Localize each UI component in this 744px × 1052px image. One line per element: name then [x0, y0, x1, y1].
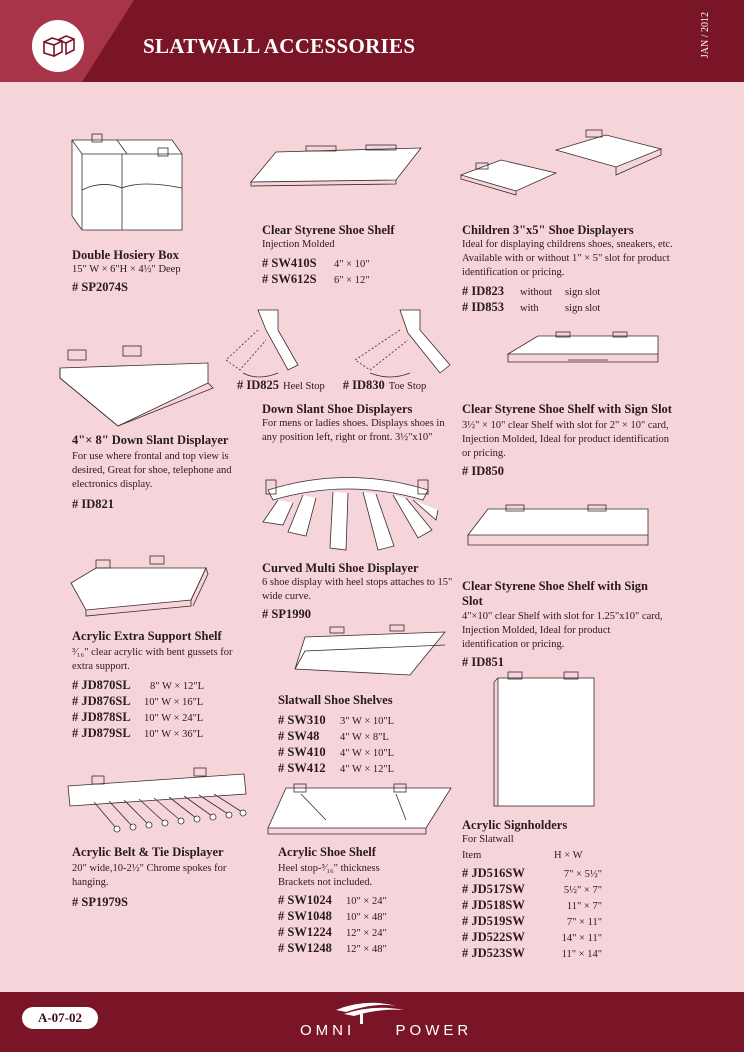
header-tab-slant — [82, 0, 134, 82]
product-desc: For Slatwall — [462, 834, 514, 845]
product-code: # ID823 — [462, 284, 505, 298]
product-code: # JD519SW — [462, 914, 525, 928]
product-variant: with — [520, 303, 539, 314]
product-code: # JD870SL — [72, 678, 131, 692]
heel-stop-image — [218, 305, 318, 380]
table-header-dim: H × W — [554, 850, 583, 861]
toe-stop-image — [340, 305, 455, 380]
brand-name — [300, 1022, 472, 1039]
product-variant-note: sign slot — [565, 287, 601, 298]
curved-multi-displayer-image — [258, 470, 438, 565]
product-variant-note: sign slot — [565, 303, 601, 314]
slatwall-icon — [32, 20, 84, 72]
product-code: # JD879SL — [72, 726, 131, 740]
product-desc: For use where frontal and top view is desired, Great for shoe, telephone and electronics display. — [72, 451, 232, 490]
product-dim: 6" × 12" — [334, 275, 370, 286]
product-code: # JD876SL — [72, 694, 131, 708]
product-title: Clear Styrene Shoe Shelf — [262, 223, 395, 237]
product-desc: Brackets not included. — [278, 877, 373, 888]
product-title: Acrylic Belt & Tie Displayer — [72, 845, 224, 859]
product-dim: 7" × 11" — [566, 917, 602, 928]
product-variant: without — [520, 287, 553, 298]
product-desc: ³⁄₁₆" clear acrylic with bent gussets for extra support. — [72, 647, 233, 672]
product-dim: 4" W × 10"L — [340, 748, 395, 759]
product-dim: 10" W × 36"L — [144, 729, 204, 740]
product-code: # SW612S — [262, 272, 317, 286]
product-code: # SW1048 — [278, 909, 332, 923]
product-dim: 10" × 48" — [346, 912, 387, 923]
product-dim: 12" × 24" — [346, 928, 387, 939]
product-code: # JD878SL — [72, 710, 131, 724]
down-slant-displayer-image — [58, 338, 218, 428]
product-title: Slatwall Shoe Shelves — [278, 693, 393, 707]
table-header-item: Item — [462, 850, 482, 861]
product-dim: 4" W × 8"L — [340, 732, 389, 743]
product-title: Double Hosiery Box — [72, 248, 179, 262]
product-code: # ID821 — [72, 497, 115, 511]
product-desc: 3½" × 10" clear Shelf with slot for 2" × 10" card, Injection Molded, Ideal for product identification or pricing. — [462, 420, 670, 459]
product-dim: 10" W × 16"L — [144, 697, 204, 708]
product-code: # SW310 — [278, 713, 326, 727]
product-code: # SP1979S — [72, 895, 128, 909]
product-desc: Ideal for displaying childrens shoes, sneakers, etc. Available with or without 1" × 5" slot for product identification or pricing. — [462, 239, 673, 278]
product-title: Acrylic Shoe Shelf — [278, 845, 376, 859]
sign-slot-shelf-image — [498, 332, 663, 377]
product-title: 4"× 8" Down Slant Displayer — [72, 433, 229, 447]
product-code: # ID850 — [462, 464, 505, 478]
product-label: Toe Stop — [388, 381, 427, 392]
product-code: # JD517SW — [462, 882, 525, 896]
shoe-shelf-image — [246, 140, 431, 190]
product-code: # SW1024 — [278, 893, 332, 907]
product-code: # SW48 — [278, 729, 320, 743]
product-desc: 15" W × 6"H × 4½" Deep — [72, 264, 181, 275]
product-dim: 7" × 5½" — [563, 869, 602, 880]
product-code: # JD516SW — [462, 866, 525, 880]
hosiery-box-image — [62, 130, 192, 240]
product-code: # JD518SW — [462, 898, 525, 912]
brand-name-left: OMNI — [300, 1022, 356, 1039]
slatwall-shoe-shelf-image — [290, 617, 455, 679]
product-title: Children 3"x5" Shoe Displayers — [462, 223, 634, 237]
page-title: SLATWALL ACCESSORIES — [143, 34, 416, 58]
extra-support-shelf-image — [66, 548, 216, 623]
product-title: Acrylic Signholders — [462, 818, 568, 832]
product-dim: 4" × 10" — [334, 259, 370, 270]
product-desc: Heel stop-³⁄₁₆" thickness — [278, 863, 380, 874]
product-dim: 14" × 11" — [561, 933, 602, 944]
product-title: Acrylic Extra Support Shelf — [72, 629, 222, 643]
brand-name-right: POWER — [395, 1022, 473, 1039]
product-dim: 10" W × 24"L — [144, 713, 204, 724]
product-code: # SW1224 — [278, 925, 332, 939]
product-code: # SW412 — [278, 761, 326, 775]
product-dim: 10" × 24" — [346, 896, 387, 907]
product-code: # SW410S — [262, 256, 317, 270]
product-title: Curved Multi Shoe Displayer — [262, 561, 419, 575]
sign-slot-shelf2-image — [458, 505, 658, 570]
product-desc: For mens or ladies shoes. Displays shoes in any position left, right or front. 3½"x10" — [262, 418, 445, 443]
product-desc: 6 shoe display with heel stops attaches to 15" wide curve. — [262, 577, 453, 602]
signholder-image — [484, 668, 599, 808]
section-logo — [32, 20, 84, 72]
product-dim: 12" × 48" — [346, 944, 387, 955]
product-code: # JD522SW — [462, 930, 525, 944]
children-displayer-image — [456, 125, 666, 200]
product-desc: 4"×10" clear Shelf with slot for 1.25"x10" card, Injection Molded, Ideal for product identification or pricing. — [462, 611, 663, 650]
page-number: A-07-02 — [22, 1007, 98, 1029]
product-code: # SP1990 — [262, 607, 311, 621]
belt-tie-displayer-image — [64, 762, 254, 842]
product-code: # SW1248 — [278, 941, 332, 955]
product-code: # SW410 — [278, 745, 326, 759]
omni-power-logo-icon — [296, 1000, 456, 1024]
product-dim: 8" W × 12"L — [150, 681, 205, 692]
product-code: # ID830 — [342, 378, 385, 392]
product-code: # ID851 — [462, 655, 505, 669]
acrylic-shoe-shelf-image — [266, 780, 456, 840]
product-dim: 5½" × 7" — [563, 885, 602, 896]
product-code: # ID853 — [462, 300, 505, 314]
product-label: Heel Stop — [283, 381, 325, 392]
product-code: # ID825 — [237, 378, 280, 392]
product-desc: 20" wide,10-2½" Chrome spokes for hanging. — [72, 863, 227, 888]
product-code: # JD523SW — [462, 946, 525, 960]
product-dim: 3" W × 10"L — [340, 716, 395, 727]
product-title: Down Slant Shoe Displayers — [262, 402, 413, 416]
product-dim: 11" × 14" — [561, 949, 602, 960]
product-dim: 11" × 7" — [566, 901, 602, 912]
product-desc: Injection Molded — [262, 239, 335, 250]
issue-date: JAN / 2012 — [700, 12, 711, 59]
product-title: Clear Styrene Shoe Shelf with Sign Slot — [462, 402, 672, 416]
product-title: Clear Styrene Shoe Shelf with Sign Slot — [462, 579, 649, 608]
product-code: # SP2074S — [72, 280, 128, 294]
product-dim: 4" W × 12"L — [340, 764, 395, 775]
